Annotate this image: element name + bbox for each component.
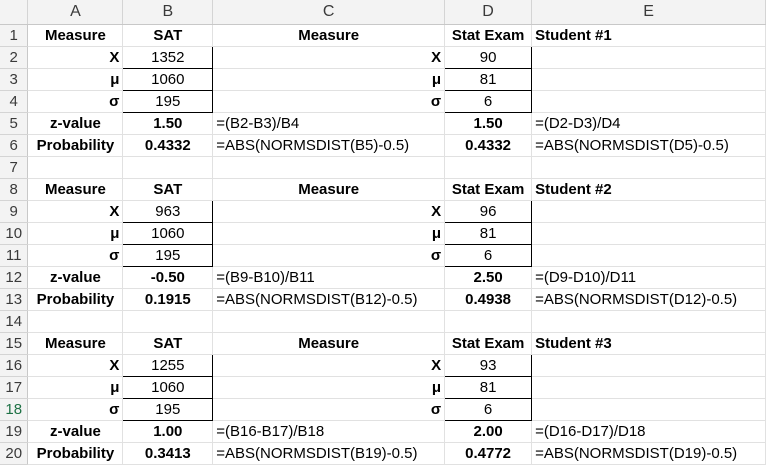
row-header-1[interactable]: 1 xyxy=(0,25,28,47)
cell-d10[interactable]: 81 xyxy=(445,223,532,245)
row-header-4[interactable]: 4 xyxy=(0,91,28,113)
cell-d11[interactable]: 6 xyxy=(445,245,532,267)
cell-b5[interactable]: 1.50 xyxy=(123,113,213,135)
cell-e14[interactable] xyxy=(532,311,766,333)
cell-e18[interactable] xyxy=(532,399,766,421)
cell-a11[interactable]: σ xyxy=(28,245,123,267)
table-row xyxy=(0,245,766,267)
cell-a9[interactable]: X xyxy=(28,201,123,223)
cell-b8[interactable]: SAT xyxy=(123,179,213,201)
cell-a14[interactable] xyxy=(28,311,123,333)
row-header-13[interactable]: 13 xyxy=(0,289,28,311)
cell-b11[interactable]: 195 xyxy=(123,245,213,267)
cell-c4[interactable]: σ xyxy=(213,91,445,113)
cell-c8[interactable]: Measure xyxy=(213,179,445,201)
cell-b14[interactable] xyxy=(123,311,213,333)
cell-c6[interactable]: =ABS(NORMSDIST(B5)-0.5) xyxy=(213,135,445,157)
cell-e11[interactable] xyxy=(532,245,766,267)
table-row xyxy=(0,377,766,399)
cell-d13[interactable]: 0.4938 xyxy=(445,289,532,311)
cell-a3[interactable]: μ xyxy=(28,69,123,91)
table-row xyxy=(0,443,766,465)
row-header-2[interactable]: 2 xyxy=(0,47,28,69)
cell-a10[interactable]: μ xyxy=(28,223,123,245)
row-header-3[interactable]: 3 xyxy=(0,69,28,91)
table-row xyxy=(0,47,766,69)
cell-a16[interactable]: X xyxy=(28,355,123,377)
table-row xyxy=(0,399,766,421)
cell-e3[interactable] xyxy=(532,69,766,91)
cell-b7[interactable] xyxy=(123,157,213,179)
table-row xyxy=(0,267,766,289)
cell-b4[interactable]: 195 xyxy=(123,91,213,113)
cell-a12[interactable]: z-value xyxy=(28,267,123,289)
row-header-9[interactable]: 9 xyxy=(0,201,28,223)
cell-c9[interactable]: X xyxy=(213,201,445,223)
table-row xyxy=(0,113,766,135)
cell-b6[interactable]: 0.4332 xyxy=(123,135,213,157)
cell-c16[interactable]: X xyxy=(213,355,445,377)
cell-b10[interactable]: 1060 xyxy=(123,223,213,245)
cell-b18[interactable]: 195 xyxy=(123,399,213,421)
cell-d5[interactable]: 1.50 xyxy=(445,113,532,135)
column-header-row xyxy=(0,0,766,25)
cell-b15[interactable]: SAT xyxy=(123,333,213,355)
cell-d9[interactable]: 96 xyxy=(445,201,532,223)
row-header-14[interactable]: 14 xyxy=(0,311,28,333)
cell-e20[interactable]: =ABS(NORMSDIST(D19)-0.5) xyxy=(532,443,766,465)
column-header-e[interactable]: E xyxy=(532,0,766,25)
cell-a19[interactable]: z-value xyxy=(28,421,123,443)
cell-a6[interactable]: Probability xyxy=(28,135,123,157)
cell-c2[interactable]: X xyxy=(213,47,445,69)
row-header-5[interactable]: 5 xyxy=(0,113,28,135)
cell-c15[interactable]: Measure xyxy=(213,333,445,355)
table-row xyxy=(0,333,766,355)
cell-e2[interactable] xyxy=(532,47,766,69)
cell-e12[interactable]: =(D9-D10)/D11 xyxy=(532,267,766,289)
cell-b12[interactable]: -0.50 xyxy=(123,267,213,289)
cell-b13[interactable]: 0.1915 xyxy=(123,289,213,311)
cell-d4[interactable]: 6 xyxy=(445,91,532,113)
table-row xyxy=(0,179,766,201)
cell-e7[interactable] xyxy=(532,157,766,179)
cell-d1[interactable]: Stat Exam xyxy=(445,25,532,47)
cell-b16[interactable]: 1255 xyxy=(123,355,213,377)
cell-c20[interactable]: =ABS(NORMSDIST(B19)-0.5) xyxy=(213,443,445,465)
cell-e9[interactable] xyxy=(532,201,766,223)
table-row xyxy=(0,135,766,157)
cell-d16[interactable]: 93 xyxy=(445,355,532,377)
table-row xyxy=(0,311,766,333)
cell-e16[interactable] xyxy=(532,355,766,377)
cell-e10[interactable] xyxy=(532,223,766,245)
row-header-6[interactable]: 6 xyxy=(0,135,28,157)
row-header-11[interactable]: 11 xyxy=(0,245,28,267)
cell-c5[interactable]: =(B2-B3)/B4 xyxy=(213,113,445,135)
column-header-b[interactable]: B xyxy=(123,0,213,25)
table-row xyxy=(0,91,766,113)
row-header-15[interactable]: 15 xyxy=(0,333,28,355)
cell-c1[interactable]: Measure xyxy=(213,25,445,47)
cell-d14[interactable] xyxy=(445,311,532,333)
table-row xyxy=(0,25,766,47)
row-header-12[interactable]: 12 xyxy=(0,267,28,289)
cell-c3[interactable]: μ xyxy=(213,69,445,91)
cell-d19[interactable]: 2.00 xyxy=(445,421,532,443)
cell-d12[interactable]: 2.50 xyxy=(445,267,532,289)
cell-c18[interactable]: σ xyxy=(213,399,445,421)
row-header-10[interactable]: 10 xyxy=(0,223,28,245)
row-header-18[interactable]: 18 xyxy=(0,399,28,421)
cell-b20[interactable]: 0.3413 xyxy=(123,443,213,465)
cell-c13[interactable]: =ABS(NORMSDIST(B12)-0.5) xyxy=(213,289,445,311)
cell-b17[interactable]: 1060 xyxy=(123,377,213,399)
cell-c11[interactable]: σ xyxy=(213,245,445,267)
row-header-17[interactable]: 17 xyxy=(0,377,28,399)
cell-d7[interactable] xyxy=(445,157,532,179)
cell-a20[interactable]: Probability xyxy=(28,443,123,465)
cell-a18[interactable]: σ xyxy=(28,399,123,421)
table-row xyxy=(0,157,766,179)
cell-d20[interactable]: 0.4772 xyxy=(445,443,532,465)
cell-c19[interactable]: =(B16-B17)/B18 xyxy=(213,421,445,443)
row-header-8[interactable]: 8 xyxy=(0,179,28,201)
row-header-16[interactable]: 16 xyxy=(0,355,28,377)
cell-a5[interactable]: z-value xyxy=(28,113,123,135)
column-header-c[interactable]: C xyxy=(213,0,445,25)
cell-b1[interactable]: SAT xyxy=(123,25,213,47)
column-header-d[interactable]: D xyxy=(445,0,532,25)
cell-d17[interactable]: 81 xyxy=(445,377,532,399)
cell-e15[interactable]: Student #3 xyxy=(532,333,766,355)
cell-d3[interactable]: 81 xyxy=(445,69,532,91)
cell-d8[interactable]: Stat Exam xyxy=(445,179,532,201)
cell-a7[interactable] xyxy=(28,157,123,179)
cell-b2[interactable]: 1352 xyxy=(123,47,213,69)
cell-e1[interactable]: Student #1 xyxy=(532,25,766,47)
cell-b9[interactable]: 963 xyxy=(123,201,213,223)
cell-a13[interactable]: Probability xyxy=(28,289,123,311)
table-row xyxy=(0,69,766,91)
cell-d2[interactable]: 90 xyxy=(445,47,532,69)
cell-e6[interactable]: =ABS(NORMSDIST(D5)-0.5) xyxy=(532,135,766,157)
row-header-19[interactable]: 19 xyxy=(0,421,28,443)
table-row xyxy=(0,421,766,443)
cell-d6[interactable]: 0.4332 xyxy=(445,135,532,157)
cell-e4[interactable] xyxy=(532,91,766,113)
cell-c7[interactable] xyxy=(213,157,445,179)
cell-a1[interactable]: Measure xyxy=(28,25,123,47)
select-all-corner[interactable] xyxy=(0,0,28,25)
cell-e8[interactable]: Student #2 xyxy=(532,179,766,201)
cell-c10[interactable]: μ xyxy=(213,223,445,245)
row-header-7[interactable]: 7 xyxy=(0,157,28,179)
cell-a15[interactable]: Measure xyxy=(28,333,123,355)
cell-a4[interactable]: σ xyxy=(28,91,123,113)
table-row xyxy=(0,355,766,377)
table-row xyxy=(0,223,766,245)
cell-d18[interactable]: 6 xyxy=(445,399,532,421)
cell-e5[interactable]: =(D2-D3)/D4 xyxy=(532,113,766,135)
cell-c12[interactable]: =(B9-B10)/B11 xyxy=(213,267,445,289)
cell-c14[interactable] xyxy=(213,311,445,333)
cell-e13[interactable]: =ABS(NORMSDIST(D12)-0.5) xyxy=(532,289,766,311)
cell-b19[interactable]: 1.00 xyxy=(123,421,213,443)
row-header-20[interactable]: 20 xyxy=(0,443,28,465)
cell-e17[interactable] xyxy=(532,377,766,399)
cell-b3[interactable]: 1060 xyxy=(123,69,213,91)
table-row xyxy=(0,289,766,311)
column-header-a[interactable]: A xyxy=(28,0,123,25)
cell-e19[interactable]: =(D16-D17)/D18 xyxy=(532,421,766,443)
cell-a8[interactable]: Measure xyxy=(28,179,123,201)
cell-a17[interactable]: μ xyxy=(28,377,123,399)
cell-c17[interactable]: μ xyxy=(213,377,445,399)
cell-d15[interactable]: Stat Exam xyxy=(445,333,532,355)
table-row xyxy=(0,201,766,223)
cell-a2[interactable]: X xyxy=(28,47,123,69)
